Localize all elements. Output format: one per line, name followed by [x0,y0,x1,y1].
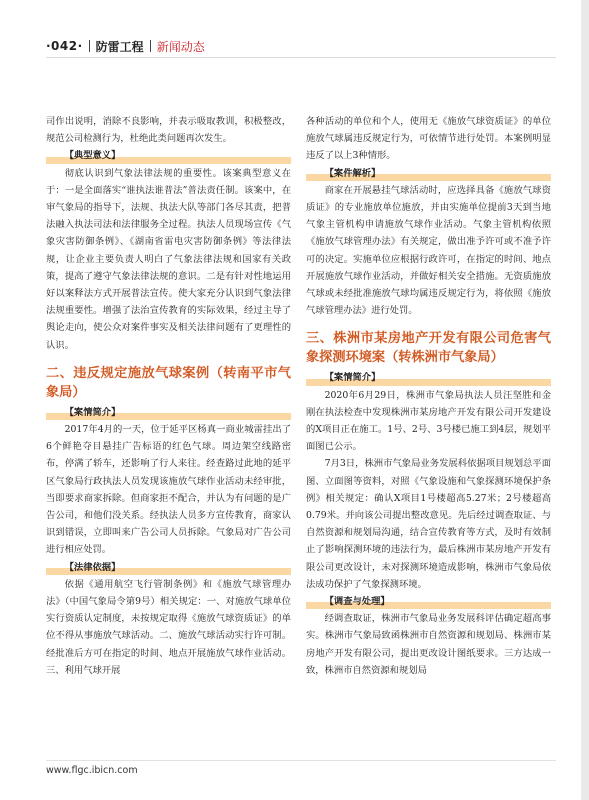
paragraph: 各种活动的单位和个人，使用无《施放气球资质证》的单位施放气球属违反规定行为，可依情节进行处罚。本案例明显违反了以上3种情形。 [306,116,551,162]
subheading-legal-basis: 【法律依据】 [46,559,291,576]
footer-url: www.flgc.ibicn.com [46,765,138,776]
footer-rule [46,760,556,761]
header-divider [150,40,151,52]
page-number: ·042· [46,39,83,53]
page-header [46,36,556,56]
paragraph: 司作出说明，消除不良影响，并表示吸取教训，积极整改，规范公司检测行为，杜绝此类问题再次发生。 [46,116,291,145]
section-heading-zhuzhou-case: 三、株洲市某房地产开发有限公司危害气象探测环境案（转株洲市气象局） [306,331,551,366]
paragraph: 2017年4月的一天，位于延平区杨真一商业城雷挂出了6个鲜艳夺目悬挂广告标语的红色气球。周边架空线路密布，停满了轿车，还影响了行人来往。经查路过此地的延平区气象局行政执法人员发现该施放气球作业活动未经审批，当即要求商家拆除。但商家拒不配合，并认为有问题的是广告公司，和他们没关系。经执法人员多方宣传教育，商家认识到错误，立即叫来广告公司人员拆除。气象局对广告公司进行相应处罚。 [46,424,291,556]
paragraph: 依据《通用航空飞行管制条例》和《施放气球管理办法》（中国气象局令第9号）相关规定：一、对施放气球单位实行资质认定制度，未按规定取得《施放气球资质证》的单位不得从事施放气球活动。二、施放气球活动实行许可制。经批准后方可在指定的时间、地点开展施放气球作业活动。三、利用气球开展 [46,578,291,676]
left-column [46,113,291,679]
subheading-investigation: 【调查与处理】 [306,593,551,610]
subheading-case-summary: 【案情简介】 [306,369,551,386]
header-rule [46,57,556,58]
subheading-case-summary: 【案情简介】 [46,404,291,421]
paragraph: 2020年6月29日，株洲市气象局执法人员汪坚胜和金刚在执法检查中发现株洲市某房地产开发有限公司开发建设的X项目正在施工。1号、2号、3号楼已施工到4层，规划平面图已公示。 [306,389,551,453]
paragraph: 商家在开展悬挂气球活动时，应选择具备《施放气球资质证》的专业施放单位施放，并由实施单位提前3天到当地气象主管机构申请施放气球作业活动。气象主管机构依照《施放气球管理办法》有关规定，做出准予许可或不准予许可的决定。实施单位应根据行政许可，在指定的时间、地点开展施放气球作业活动，并做好相关安全措施。无资质施放气球或未经批准施放气球均属违反规定行为，将依照《施放气球管理办法》进行处罚。 [306,184,551,317]
page-edge-shade [581,0,589,800]
header-divider [89,40,90,52]
paragraph: 经调查取证，株洲市气象局业务发展科评估确定超高事实。株洲市气象局致函株洲市自然资源和规划局、株洲市某房地产开发有限公司，提出更改设计图纸要求。三方达成一致，株洲市自然资源和规划局 [306,613,551,676]
paragraph: 彻底认识到气象法律法规的重要性。该案典型意义在于：一是全面落实“谁执法谁普法”普法责任制。该案中，在审气象局的指导下，法规、执法大队等部门各尽其责，把普法融入执法司法和法律服务全过程。执法人员现场宣传《气象灾害防御条例》、《湖南省雷电灾害防御条例》等法律法规，让企业主要负责人明白了气象法律法规和国家有关政策，提高了遵守气象法律法规的意识。二是有针对性地运用好以案释法方式开展普法宣传。使大家充分认识到气象法律法规重要性。增强了法治宣传教育的实际效果，经过主导了舆论走向，使公众对案件事实及相关法律问题有了更理性的认识。 [46,167,291,351]
section-name: 新闻动态 [156,39,205,54]
right-column [306,113,551,679]
subheading-typical-significance: 【典型意义】 [46,147,291,164]
magazine-name: 防雷工程 [95,39,144,54]
subheading-case-analysis: 【案件解析】 [306,165,551,182]
section-heading-balloon-case: 二、违反规定施放气球案例（转南平市气象局） [46,365,291,400]
paragraph: 7月3日，株洲市气象局业务发展科依据项目规划总平面图、立面图等资料，对照《气象设施和气象探测环境保护条例》相关规定：确认X项目1号楼超高5.27米；2号楼超高0.79米。并向该公司提出整改意见。先后经过调查取证、与自然资源和规划局沟通，结合宣传教育等方式，及时有效制止了影响探测环境的违法行为，最后株洲市某房地产开发有限公司更改设计，未对探测环境造成影响，株洲市气象局依法成功保护了气象探测环境。 [306,458,551,590]
